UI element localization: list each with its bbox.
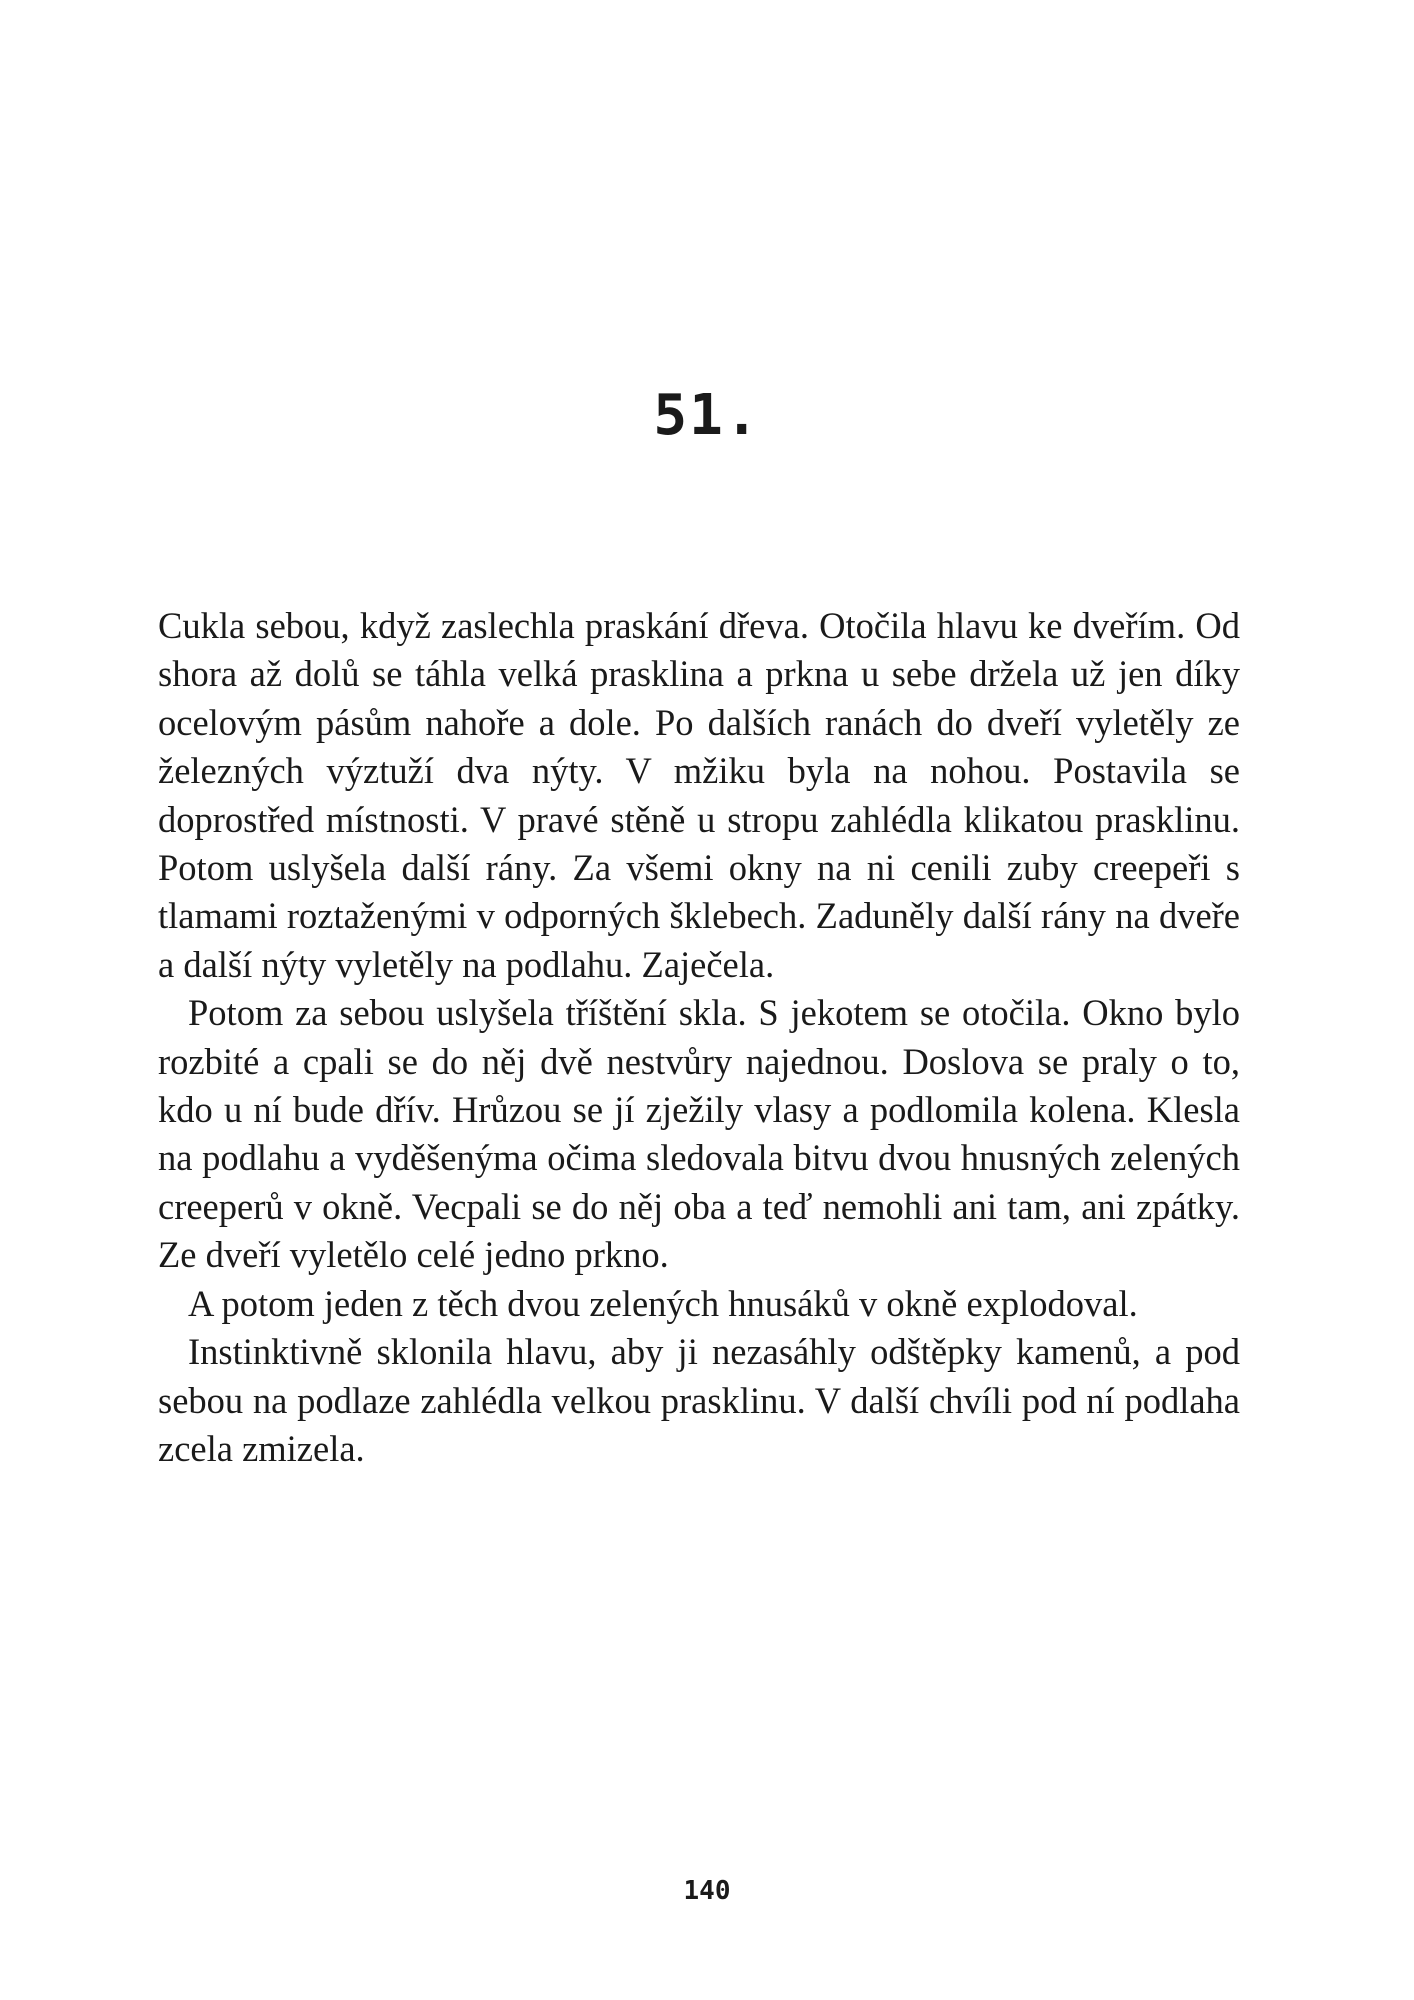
paragraph: A potom jeden z těch dvou zelených hnusáků v okně explodoval.: [188, 1282, 1138, 1324]
paragraph: Instinktivně sklonila hlavu, aby ji nezasáhly odštěpky kamenů, a pod sebou na podlaze zahlédla velkou prasklinu. V další chvíli pod ní podlaha zcela zmizela.: [158, 1331, 1240, 1469]
page-number: 140: [683, 1876, 731, 1906]
chapter-number: 51.: [653, 383, 761, 448]
paragraph: Potom za sebou uslyšela tříštění skla. S jekotem se otočila. Okno bylo rozbité a cpali se do něj dvě nestvůry najednou. Doslova se praly o to, kdo u ní bude dřív. Hrůzou se jí zježily vlasy a podlomila kolena. Klesla na podlahu a vyděšenýma očima sledovala bitvu dvou hnusných zelených creeperů v okně. Vecpali se do něj oba a teď nemohli ani tam, ani zpátky. Ze dveří vyletělo celé jedno prkno.: [158, 992, 1240, 1276]
paragraph: Cukla sebou, když zaslechla praskání dřeva. Otočila hlavu ke dveřím. Od shora až dolů se táhla velká prasklina a prkna u sebe držela už jen díky ocelovým pásům nahoře a dole. Po dalších ranách do dveří vyletěly ze železných výztuží dva nýty. V mžiku byla na nohou. Postavila se doprostřed místnosti. V pravé stěně u stropu zahlédla klikatou prasklinu. Potom uslyšela další rány. Za všemi okny na ni cenili zuby creepeři s tlamami roztaženými v odporných šklebech. Zaduněly další rány na dveře a další nýty vyletěly na podlahu. Zaječela.: [158, 605, 1240, 985]
chapter-body-text: [158, 602, 1240, 1473]
